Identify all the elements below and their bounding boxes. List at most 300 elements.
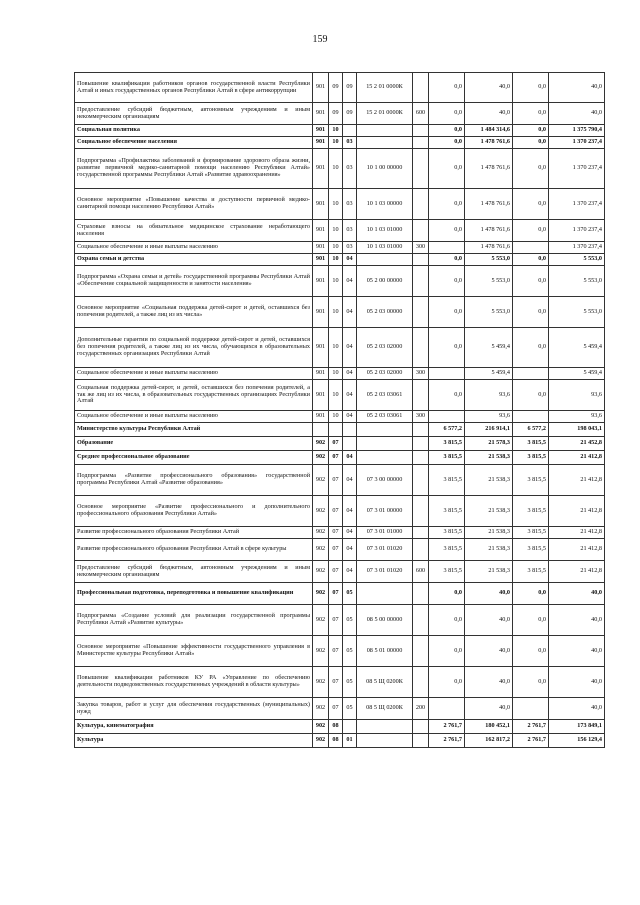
row-amount-1: 3 815,5	[429, 561, 465, 583]
row-name: Охрана семьи и детства	[75, 254, 313, 266]
row-section: 07	[329, 698, 343, 720]
row-expense-type: 600	[413, 561, 429, 583]
row-amount-4: 1 370 237,4	[549, 149, 605, 189]
row-amount-2: 1 478 761,6	[465, 242, 513, 254]
row-amount-4: 5 553,0	[549, 297, 605, 328]
table-row	[75, 527, 605, 539]
row-amount-1: 3 815,5	[429, 496, 465, 527]
row-target-article: 10 1 03 00000	[357, 189, 413, 220]
row-section: 10	[329, 368, 343, 380]
row-expense-type	[413, 73, 429, 103]
row-amount-2: 40,0	[465, 636, 513, 667]
row-amount-3: 0,0	[513, 189, 549, 220]
row-amount-1: 0,0	[429, 297, 465, 328]
row-amount-4: 1 370 237,4	[549, 220, 605, 242]
row-amount-2: 40,0	[465, 73, 513, 103]
row-amount-4: 5 459,4	[549, 368, 605, 380]
row-name: Повышение квалификации работников КУ РА «Управление по обеспечению деятельности подведомственных государственных учреждений в области культуры»	[75, 667, 313, 698]
table-row	[75, 465, 605, 496]
row-amount-1: 0,0	[429, 266, 465, 297]
row-amount-2: 40,0	[465, 698, 513, 720]
row-grbs: 902	[313, 561, 329, 583]
row-grbs: 902	[313, 720, 329, 734]
table-row	[75, 734, 605, 748]
row-grbs: 902	[313, 465, 329, 496]
row-target-article: 08 5 01 00000	[357, 636, 413, 667]
row-section: 07	[329, 437, 343, 451]
table-row	[75, 266, 605, 297]
row-amount-3: 0,0	[513, 667, 549, 698]
row-target-article: 05 2 03 03061	[357, 380, 413, 411]
row-grbs: 902	[313, 437, 329, 451]
row-expense-type	[413, 539, 429, 561]
row-amount-3: 3 815,5	[513, 539, 549, 561]
row-amount-2: 5 459,4	[465, 368, 513, 380]
row-amount-4: 40,0	[549, 636, 605, 667]
row-section: 07	[329, 667, 343, 698]
row-expense-type	[413, 137, 429, 149]
row-grbs: 902	[313, 496, 329, 527]
row-amount-4: 5 553,0	[549, 266, 605, 297]
row-name: Подпрограмма «Создание условий для реализации государственной программы Республики Алтай «Развитие культуры»	[75, 605, 313, 636]
row-target-article: 08 5 Щ 0200К	[357, 667, 413, 698]
row-amount-1: 0,0	[429, 137, 465, 149]
row-amount-2: 21 538,3	[465, 496, 513, 527]
row-amount-3: 3 815,5	[513, 451, 549, 465]
table-row	[75, 103, 605, 125]
row-target-article: 07 3 00 00000	[357, 465, 413, 496]
row-amount-2: 21 538,3	[465, 465, 513, 496]
row-amount-3: 0,0	[513, 103, 549, 125]
row-subsection: 03	[343, 220, 357, 242]
row-name: Образование	[75, 437, 313, 451]
row-subsection: 05	[343, 636, 357, 667]
row-amount-1: 0,0	[429, 220, 465, 242]
row-amount-2: 5 459,4	[465, 328, 513, 368]
row-expense-type	[413, 636, 429, 667]
row-subsection: 03	[343, 242, 357, 254]
row-section: 08	[329, 734, 343, 748]
row-section	[329, 423, 343, 437]
row-subsection: 05	[343, 698, 357, 720]
table-row	[75, 667, 605, 698]
row-amount-3: 3 815,5	[513, 465, 549, 496]
row-expense-type: 300	[413, 242, 429, 254]
row-amount-3: 0,0	[513, 583, 549, 605]
row-target-article: 05 2 00 00000	[357, 266, 413, 297]
row-amount-2: 1 478 761,6	[465, 137, 513, 149]
row-section: 07	[329, 527, 343, 539]
table-row	[75, 73, 605, 103]
row-amount-2: 93,6	[465, 411, 513, 423]
row-amount-1: 0,0	[429, 380, 465, 411]
row-expense-type	[413, 149, 429, 189]
row-amount-1: 3 815,5	[429, 451, 465, 465]
row-target-article	[357, 437, 413, 451]
row-grbs: 901	[313, 149, 329, 189]
row-expense-type	[413, 189, 429, 220]
row-amount-4: 1 375 790,4	[549, 125, 605, 137]
row-amount-2: 21 538,3	[465, 451, 513, 465]
row-amount-4: 1 370 237,4	[549, 189, 605, 220]
row-section: 07	[329, 465, 343, 496]
row-amount-4: 5 459,4	[549, 328, 605, 368]
row-section: 10	[329, 266, 343, 297]
row-target-article: 10 1 03 01000	[357, 242, 413, 254]
row-amount-1: 0,0	[429, 189, 465, 220]
row-amount-1: 0,0	[429, 103, 465, 125]
row-expense-type	[413, 667, 429, 698]
row-amount-3: 0,0	[513, 380, 549, 411]
row-target-article: 10 1 00 00000	[357, 149, 413, 189]
row-target-article: 10 1 03 01000	[357, 220, 413, 242]
row-grbs: 901	[313, 103, 329, 125]
row-expense-type	[413, 423, 429, 437]
row-subsection	[343, 125, 357, 137]
row-subsection: 09	[343, 73, 357, 103]
row-grbs: 902	[313, 527, 329, 539]
row-amount-3: 0,0	[513, 605, 549, 636]
table-row	[75, 125, 605, 137]
row-amount-1: 0,0	[429, 636, 465, 667]
row-amount-4: 1 370 237,4	[549, 242, 605, 254]
row-amount-4: 156 129,4	[549, 734, 605, 748]
row-grbs	[313, 423, 329, 437]
row-amount-3: 0,0	[513, 254, 549, 266]
row-target-article: 05 2 03 02000	[357, 328, 413, 368]
row-subsection: 04	[343, 496, 357, 527]
row-amount-4: 21 452,8	[549, 437, 605, 451]
table-row	[75, 636, 605, 667]
row-amount-2: 40,0	[465, 605, 513, 636]
row-section: 07	[329, 636, 343, 667]
table-row	[75, 423, 605, 437]
row-amount-1: 3 815,5	[429, 527, 465, 539]
row-amount-4: 21 412,8	[549, 527, 605, 539]
row-amount-3	[513, 411, 549, 423]
row-subsection: 03	[343, 149, 357, 189]
row-name: Дополнительные гарантии по социальной поддержке детей-сирот и детей, оставшихся без попечения родителей, а также лиц из их числа, обучающихся в образовательных государственных организациях Республики Алтай	[75, 328, 313, 368]
row-expense-type	[413, 266, 429, 297]
row-amount-1	[429, 242, 465, 254]
table-row	[75, 698, 605, 720]
row-amount-2: 5 553,0	[465, 254, 513, 266]
row-name: Культура	[75, 734, 313, 748]
row-subsection: 03	[343, 189, 357, 220]
row-amount-4: 40,0	[549, 73, 605, 103]
row-amount-3: 0,0	[513, 297, 549, 328]
row-target-article: 07 3 01 01020	[357, 561, 413, 583]
row-expense-type	[413, 527, 429, 539]
row-subsection: 09	[343, 103, 357, 125]
row-subsection: 04	[343, 328, 357, 368]
row-amount-2: 93,6	[465, 380, 513, 411]
row-target-article	[357, 137, 413, 149]
row-section: 08	[329, 720, 343, 734]
row-expense-type	[413, 437, 429, 451]
row-section: 07	[329, 583, 343, 605]
row-amount-3: 0,0	[513, 636, 549, 667]
row-subsection: 04	[343, 451, 357, 465]
row-target-article: 05 2 03 00000	[357, 297, 413, 328]
row-amount-4: 21 412,8	[549, 465, 605, 496]
row-target-article	[357, 720, 413, 734]
row-expense-type	[413, 328, 429, 368]
row-amount-2: 1 478 761,6	[465, 220, 513, 242]
row-amount-2: 180 452,1	[465, 720, 513, 734]
row-amount-3: 0,0	[513, 137, 549, 149]
row-amount-4: 93,6	[549, 380, 605, 411]
row-target-article: 15 2 01 0000К	[357, 103, 413, 125]
row-amount-1: 2 761,7	[429, 734, 465, 748]
table-row	[75, 189, 605, 220]
row-expense-type	[413, 254, 429, 266]
table-row	[75, 496, 605, 527]
row-section: 07	[329, 496, 343, 527]
row-expense-type	[413, 451, 429, 465]
row-name: Повышение квалификации работников органов государственной власти Республики Алтай и иных государственных органов Республики Алтай в сфере антикоррупции	[75, 73, 313, 103]
row-amount-2: 1 478 761,6	[465, 189, 513, 220]
row-amount-4: 173 849,1	[549, 720, 605, 734]
row-expense-type: 200	[413, 698, 429, 720]
row-name: Основное мероприятие «Развитие профессионального и дополнительного профессионального образования Республики Алтай»	[75, 496, 313, 527]
row-target-article	[357, 125, 413, 137]
row-target-article: 07 3 01 01020	[357, 539, 413, 561]
row-subsection	[343, 437, 357, 451]
row-grbs: 902	[313, 451, 329, 465]
row-amount-4: 21 412,8	[549, 451, 605, 465]
row-amount-1: 0,0	[429, 583, 465, 605]
row-target-article	[357, 734, 413, 748]
row-name: Предоставление субсидий бюджетным, автономным учреждениям и иным некоммерческим организациям	[75, 103, 313, 125]
row-name: Страховые взносы на обязательное медицинское страхование неработающего населения	[75, 220, 313, 242]
row-amount-1	[429, 698, 465, 720]
table-row	[75, 437, 605, 451]
page-number: 159	[312, 34, 328, 45]
budget-table	[74, 72, 605, 748]
row-name: Социальная поддержка детей-сирот, и детей, оставшихся без попечения родителей, а так же лиц из их числа, в образовательных государственных организациях Республики Алтай	[75, 380, 313, 411]
row-amount-3: 3 815,5	[513, 437, 549, 451]
row-target-article	[357, 583, 413, 605]
row-subsection: 04	[343, 411, 357, 423]
row-grbs: 902	[313, 734, 329, 748]
row-expense-type	[413, 297, 429, 328]
row-grbs: 901	[313, 266, 329, 297]
row-target-article: 08 5 00 00000	[357, 605, 413, 636]
row-subsection: 04	[343, 254, 357, 266]
table-row	[75, 605, 605, 636]
row-amount-4: 21 412,8	[549, 539, 605, 561]
row-amount-3: 0,0	[513, 125, 549, 137]
row-name: Развитие профессионального образования Республики Алтай в сфере культуры	[75, 539, 313, 561]
row-name: Развитие профессионального образования Республики Алтай	[75, 527, 313, 539]
row-amount-1: 0,0	[429, 254, 465, 266]
row-amount-4: 40,0	[549, 667, 605, 698]
row-grbs: 901	[313, 380, 329, 411]
row-section: 10	[329, 411, 343, 423]
row-subsection: 05	[343, 667, 357, 698]
row-section: 10	[329, 242, 343, 254]
row-target-article: 05 2 03 03061	[357, 411, 413, 423]
row-amount-3: 6 577,2	[513, 423, 549, 437]
row-name: Министерство культуры Республики Алтай	[75, 423, 313, 437]
row-amount-3	[513, 698, 549, 720]
row-section: 10	[329, 125, 343, 137]
row-amount-4: 40,0	[549, 583, 605, 605]
row-subsection: 04	[343, 465, 357, 496]
table-row	[75, 720, 605, 734]
row-amount-2: 5 553,0	[465, 266, 513, 297]
row-section: 10	[329, 137, 343, 149]
row-target-article	[357, 423, 413, 437]
row-amount-3: 2 761,7	[513, 720, 549, 734]
table-row	[75, 380, 605, 411]
row-amount-2: 40,0	[465, 667, 513, 698]
row-amount-2: 21 538,3	[465, 561, 513, 583]
row-expense-type: 300	[413, 368, 429, 380]
table-row	[75, 220, 605, 242]
row-amount-4: 21 412,8	[549, 561, 605, 583]
row-target-article: 07 3 01 00000	[357, 496, 413, 527]
row-amount-3: 0,0	[513, 149, 549, 189]
row-name: Основное мероприятие «Повышение эффективности государственного управления в Министерстве культуры Республики Алтай»	[75, 636, 313, 667]
row-grbs: 901	[313, 254, 329, 266]
row-subsection: 03	[343, 137, 357, 149]
row-expense-type	[413, 220, 429, 242]
row-amount-1	[429, 368, 465, 380]
row-amount-3: 2 761,7	[513, 734, 549, 748]
row-name: Социальное обеспечение и иные выплаты населению	[75, 242, 313, 254]
row-expense-type	[413, 125, 429, 137]
row-section: 07	[329, 451, 343, 465]
row-amount-4: 93,6	[549, 411, 605, 423]
row-amount-3	[513, 242, 549, 254]
row-amount-4: 1 370 237,4	[549, 137, 605, 149]
row-section: 07	[329, 561, 343, 583]
row-expense-type	[413, 605, 429, 636]
row-amount-2: 1 478 761,6	[465, 149, 513, 189]
row-name: Социальное обеспечение и иные выплаты населению	[75, 411, 313, 423]
row-amount-1: 3 815,5	[429, 437, 465, 451]
row-section: 10	[329, 380, 343, 411]
row-amount-1: 0,0	[429, 328, 465, 368]
row-name: Основное мероприятие «Повышение качества и доступности первичной медико-санитарной помощи населению Республики Алтай»	[75, 189, 313, 220]
row-section: 07	[329, 605, 343, 636]
row-amount-1: 0,0	[429, 125, 465, 137]
row-grbs: 902	[313, 583, 329, 605]
row-subsection: 04	[343, 266, 357, 297]
row-name: Закупка товаров, работ и услуг для обеспечения государственных (муниципальных) нужд	[75, 698, 313, 720]
table-row	[75, 411, 605, 423]
row-target-article	[357, 254, 413, 266]
row-grbs: 901	[313, 328, 329, 368]
row-section: 10	[329, 149, 343, 189]
row-amount-2: 21 538,3	[465, 527, 513, 539]
row-name: Подпрограмма «Развитие профессионального образования» государственной программы Республики Алтай «Развитие образования»	[75, 465, 313, 496]
row-name: Социальное обеспечение населения	[75, 137, 313, 149]
row-amount-3: 3 815,5	[513, 561, 549, 583]
row-subsection: 01	[343, 734, 357, 748]
row-section: 10	[329, 254, 343, 266]
table-row	[75, 451, 605, 465]
row-grbs: 902	[313, 636, 329, 667]
row-amount-4: 5 553,0	[549, 254, 605, 266]
row-section: 09	[329, 73, 343, 103]
row-expense-type	[413, 380, 429, 411]
row-amount-2: 5 553,0	[465, 297, 513, 328]
row-amount-1: 2 761,7	[429, 720, 465, 734]
row-grbs: 901	[313, 137, 329, 149]
row-grbs: 902	[313, 667, 329, 698]
row-amount-2: 216 914,1	[465, 423, 513, 437]
row-amount-1: 0,0	[429, 667, 465, 698]
row-subsection: 04	[343, 297, 357, 328]
table-row	[75, 583, 605, 605]
row-target-article: 08 5 Щ 0200К	[357, 698, 413, 720]
row-name: Предоставление субсидий бюджетным, автономным учреждениям и иным некоммерческим организациям	[75, 561, 313, 583]
row-amount-3: 0,0	[513, 328, 549, 368]
row-grbs: 901	[313, 368, 329, 380]
row-subsection: 05	[343, 583, 357, 605]
row-amount-2: 1 484 314,6	[465, 125, 513, 137]
row-expense-type	[413, 734, 429, 748]
row-amount-1	[429, 411, 465, 423]
row-subsection: 04	[343, 539, 357, 561]
row-expense-type: 600	[413, 103, 429, 125]
row-target-article	[357, 451, 413, 465]
row-grbs: 902	[313, 698, 329, 720]
row-grbs: 901	[313, 73, 329, 103]
table-row	[75, 539, 605, 561]
table-row	[75, 561, 605, 583]
row-section: 09	[329, 103, 343, 125]
row-expense-type	[413, 496, 429, 527]
row-section: 10	[329, 297, 343, 328]
row-section: 07	[329, 539, 343, 561]
row-target-article: 07 3 01 01000	[357, 527, 413, 539]
row-amount-1: 0,0	[429, 149, 465, 189]
table-row	[75, 297, 605, 328]
row-amount-2: 40,0	[465, 583, 513, 605]
row-amount-4: 40,0	[549, 605, 605, 636]
row-name: Подпрограмма «Профилактика заболеваний и формирование здорового образа жизни, развитие первичной медико-санитарной помощи населению Республики Алтай» государственной программы Республики Алтай «Развитие здравоохранения»	[75, 149, 313, 189]
row-name: Социальное обеспечение и иные выплаты населению	[75, 368, 313, 380]
row-grbs: 901	[313, 297, 329, 328]
table-row	[75, 242, 605, 254]
row-grbs: 901	[313, 242, 329, 254]
row-expense-type: 300	[413, 411, 429, 423]
row-grbs: 902	[313, 605, 329, 636]
row-amount-4: 21 412,8	[549, 496, 605, 527]
row-amount-2: 21 578,3	[465, 437, 513, 451]
row-amount-3	[513, 368, 549, 380]
row-subsection: 05	[343, 605, 357, 636]
row-subsection: 04	[343, 380, 357, 411]
row-target-article: 15 2 01 0000К	[357, 73, 413, 103]
row-section: 10	[329, 189, 343, 220]
table-row	[75, 137, 605, 149]
row-amount-3: 0,0	[513, 220, 549, 242]
row-amount-3: 0,0	[513, 266, 549, 297]
row-amount-2: 162 817,2	[465, 734, 513, 748]
row-amount-1: 0,0	[429, 73, 465, 103]
row-amount-1: 3 815,5	[429, 465, 465, 496]
row-amount-3: 3 815,5	[513, 527, 549, 539]
table-row	[75, 254, 605, 266]
row-name: Профессиональная подготовка, переподготовка и повышение квалификации	[75, 583, 313, 605]
row-name: Культура, кинематография	[75, 720, 313, 734]
row-subsection	[343, 720, 357, 734]
